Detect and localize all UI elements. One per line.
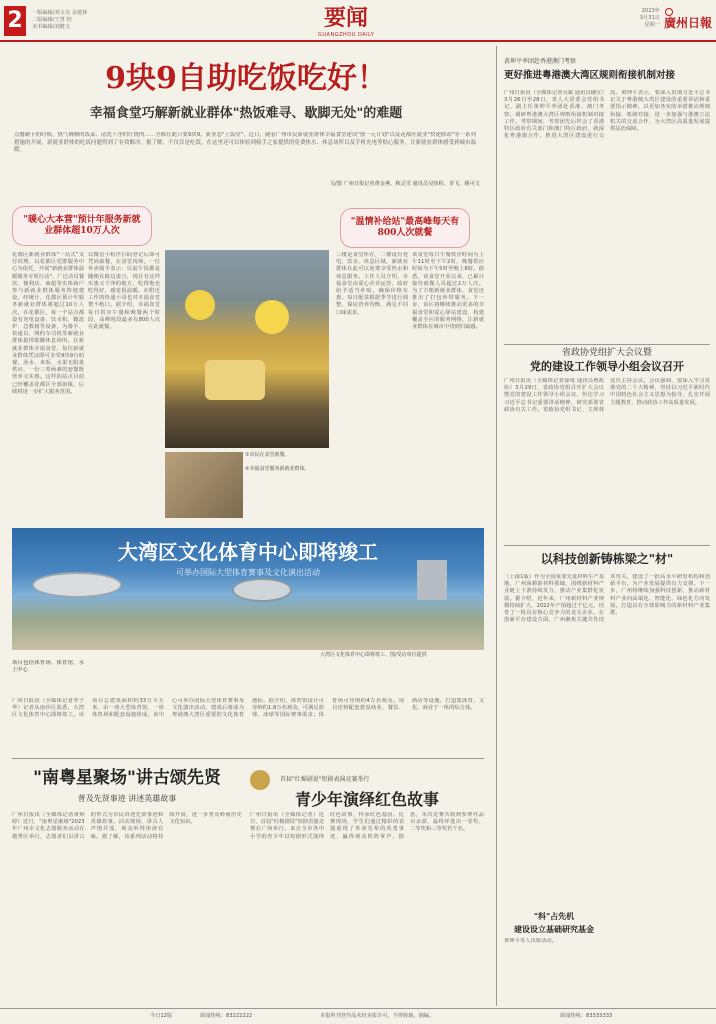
box-title: "暖心大本营"预计年服务新就业群体超10万人次	[23, 215, 141, 236]
right-headline-1: 更好推进粤港澳大湾区规则衔接机制对接	[504, 70, 676, 81]
issue-date	[620, 8, 660, 29]
section-divider	[504, 344, 710, 345]
helmet-icon	[185, 290, 215, 320]
mid-highlight: 项目包括体育场、体育馆、水上中心	[12, 660, 84, 674]
right-body-3: （上接1版）作为全国重要先进材料生产基地，广州深耕新材料领域，围绕新材料产业链上下游持续发力，推动产业集群化发展。据介绍，近年来，广州新材料产业规模持续扩大，2022年产值超过千亿元，培育了一批具有核心竞争力的龙头企业。在创新平台建设方面，广州聚焦关键共性技术攻关，建设了一批高水平研发机构和创新平台，为产业发展提供有力支撑。下一步，广州将继续加强科技创新，推动新材料产业向高端化、智能化、绿色化方向发展，打造具有全球影响力的新材料产业集群。	[504, 574, 710, 624]
headline-box	[340, 208, 470, 248]
right-headline-2: 党的建设工作领导小组会议召开	[530, 360, 684, 373]
column-divider	[496, 46, 497, 1006]
footer-rule	[0, 1008, 716, 1009]
right-headline-4: 建设设立基础研究基金	[514, 924, 594, 934]
lead-headline: 9块9自助吃饭吃好！	[105, 61, 387, 96]
helmet-icon	[255, 300, 289, 334]
lead-col1: 花都区新就业群体"一站式"支付同理，以花都区党群服务中心为依托，开展"新就业群体温暖服务专项行动"，广泛动员餐饮、便利店、商超等实体商户参与新就业群体服务阵地建设。经统计，花都区预计年服务新就业群体将超过10万人次。在花都区，每一个站点都设有充电设备、饮水机、微波炉、急救箱等设备，为骑手、快递员、网约车司机等新就业群体提供歇脚休息场所。在新就业群体幸福食堂，每位新就业群体凭证即可享受9块9自助餐，汤水、米饭、水果无限量供应，一份三荤两素的套餐既营养又实惠。这样的站点目前已经覆盖花都区全部街镇，后续将进一步扩大服务范围。	[12, 252, 84, 395]
right-headline-3: 以科技创新铸栋梁之"材"	[540, 552, 674, 566]
section-divider	[504, 545, 710, 546]
right-kicker: 黄坤平率团赴香港澳门考察	[504, 58, 577, 65]
editor-line: 二版编辑/王慧 校	[32, 17, 72, 23]
page-number: 2	[4, 6, 26, 36]
right-kicker-2: 省政协党组扩大会议暨	[561, 348, 652, 358]
editor-line: 美术编辑/刘健文	[32, 24, 71, 30]
footer-right: 新闻热线：83333333	[560, 1013, 613, 1019]
lead-byline: 文/图 广州日报记者黄金燕、秋灵雪 通讯员吴炜程、李飞、姚可文	[329, 181, 480, 187]
arena-icon	[32, 572, 122, 598]
logo-mark-icon	[665, 8, 673, 16]
section-subtitle: GUANGZHOU DAILY	[318, 32, 375, 38]
emblem-icon	[250, 770, 270, 790]
arena-icon	[232, 578, 292, 602]
section-title: 要闻	[324, 5, 369, 31]
lead-col3: 三楼是食堂所在，二楼设有充电、饮水、休息区域，新就业群体在此可以免费享受热水和休息服务。工作人员介绍，幸福食堂由爱心企业运营，政府给予适当补贴，确保价格实惠。每日配菜根据季节进行调整，保证营养均衡，满足不同口味需求。	[336, 252, 408, 316]
right-kicker-4: "科"占先机	[533, 912, 575, 921]
date-line: 2023年	[641, 8, 660, 14]
header-rule	[0, 40, 716, 42]
right-body-1: 广州日报讯（全媒体记者吴斌 通讯员穗宣）3月26日至28日，省人大常委会党组书记、副主任黄坤平率团赴香港、澳门考察，调研粤港澳大湾区规则衔接机制对接工作。考察期间，考察团先后拜会了香港特区政府有关部门和澳门特区政府，就深化粤港澳合作、推进大湾区建设进行交流。黄坤平表示，要深入贯彻习近平总书记关于粤港澳大湾区建设的重要讲话和重要指示精神，以更加务实的举措推动规则衔接、机制对接，进一步加强与港澳立法机关的交流合作，为大湾区高质量发展提供法治保障。	[504, 90, 710, 140]
tower-icon	[417, 560, 447, 600]
date-line: 3月31日	[639, 15, 660, 21]
lead-col4: 该食堂每日午餐供应时间为上午11时至下午2时，晚餐供应时间为下午5时至晚上8时。据悉，该食堂开业以来，已累计接待就餐人员超过2万人次。为了方便新就业群体，食堂还推出了打包外带服务。下一步，该区将继续推动更多的幸福食堂和爱心驿站建设，构建覆盖全区的服务网络，让新就业群体在城市中找到归属感。	[412, 252, 484, 331]
mid-headline: 大湾区文化体育中心即将竣工	[118, 540, 378, 564]
headline-box	[12, 206, 152, 246]
bottom-headline-2: 青少年演绎红色故事	[294, 790, 439, 809]
footer-hotline: 新闻热线：83222222	[200, 1013, 253, 1019]
bottom-kicker-2: 首届"红棉剧说"短剧表演竞赛举行	[280, 776, 370, 783]
bottom-body-1: 广州日报讯（全媒体记者黄婷婷）近日，"南粤星聚场"2023年广州市文化志愿服务活动在越秀区举行，志愿者们以讲古的形式为市民讲述先贤事迹和英雄故事。活动现场，讲古人声情并茂，观众听得津津有味。据了解，该系列活动将持续开展，进一步普及岭南历史文化知识。	[12, 812, 242, 840]
bottom-headline-1: "南粤星聚场"讲古颂先贤	[33, 768, 221, 788]
date-line: 星期一	[644, 22, 660, 28]
lead-photo-small	[165, 452, 243, 518]
lead-subtitle: 幸福食堂巧解新就业群体"热饭难寻、歇脚无处"的难题	[89, 106, 403, 121]
photo-caption: ②幸福食堂服务新就业群体。	[245, 466, 310, 472]
mid-body: 广州日报讯（全媒体记者李子华）记者从南沙区获悉，大湾区文化体育中心即将竣工。该项目总建筑面积约33万平方米，由一座大型体育馆、一座体育场和配套设施组成。该中心可举办国际大型体育赛事及文化演出活动，建成后将成为粤港澳大湾区重要的文化体育地标。据介绍，体育馆设计可容纳约1.8万名观众，可满足篮球、冰球等国际赛事需求；体育场可容纳约4万名观众。项目还将配套建设商业、餐饮、酒店等设施，打造集体育、文化、商业于一体的综合体。	[12, 698, 484, 719]
right-body-4: 黄坤平等人出席活动。	[504, 938, 557, 944]
food-tray-icon	[205, 360, 265, 400]
mid-subtitle: 可举办国际大型体育赛事及文化演出活动	[176, 568, 320, 577]
section-divider	[12, 758, 484, 759]
bottom-subtitle-1: 普及先贤事迹 讲述英雄故事	[77, 794, 177, 803]
footer-left: 今日12版	[150, 1013, 173, 1019]
bottom-body-2: 广州日报讯（全媒体记者）近日，首届"红棉剧说"短剧表演竞赛在广州举行。来自全市各中小学的青少年以短剧形式演绎红色故事，传承红色基因。比赛现场，学生们通过精彩的表演重现了革命先辈的英勇事迹，赢得观众阵阵掌声。据悉，本次竞赛共收到参赛作品百余部，最终评选出一等奖、二等奖和三等奖若干名。	[250, 812, 484, 840]
photo-caption: ①市民在食堂就餐。	[245, 452, 290, 458]
lead-col2: 以微信小程序扫码登记后即可凭码取餐，在食堂现场，一位外卖骑手表示：以前午饭都是随便在路边凑合，现在有这样实惠又干净的地方，吃得饱也吃得好，感觉很温暖。在附近工作的快递小哥也对幸福食堂赞不绝口。据介绍，幸福食堂每日供应午餐和晚餐两个时段，高峰时段最多有800人次在此就餐。	[88, 252, 160, 331]
masthead-logo: 廣州日報	[664, 16, 713, 30]
footer-copyright: 本报所刊登作品未经本报许可，不得转载、摘编。	[320, 1013, 435, 1019]
editor-line: 一版编辑/刘文亮 余建林	[32, 10, 88, 16]
lead-photo	[165, 250, 329, 448]
editor-credits	[32, 10, 142, 31]
lead-intro: 点餐刷卡的时候，热气腾腾的饭菜、清洗干净的红烧肉……全都在此只要9块9。新业态"上饭堂"，近日，随着广州市民新就业群体幸福食堂建设"按一元计划"以及花都区就业"快递驿站"等一系列措施的开展，新就业群体的吃饭问题得到了有效解决。据了解，不仅仅是吃饭，在这里还可以体验到骑手之家提供的免费热水、休息场所以及手机充电等贴心服务，让新就业群体感受到城市温暖。	[14, 132, 476, 153]
box-title: "温情补给站"最高峰每天有800人次就餐	[350, 217, 460, 238]
photo-caption: 大湾区文化体育中心即将竣工。图/受访单位提供	[320, 652, 427, 658]
right-body-2: 广州日报讯（全媒体记者徐靖 通讯员粤政协）3月29日，省政协党组召开扩大会议暨党的建设工作领导小组会议，传达学习习近平总书记重要讲话精神，研究部署省政协有关工作。省政协党组书记、主席林克庆主持会议。会议强调，要深入学习贯彻党的二十大精神，坚持以习近平新时代中国特色社会主义思想为指导，扎实开展主题教育，推动政协工作高质量发展。	[504, 378, 710, 413]
stadium-render	[12, 560, 484, 650]
